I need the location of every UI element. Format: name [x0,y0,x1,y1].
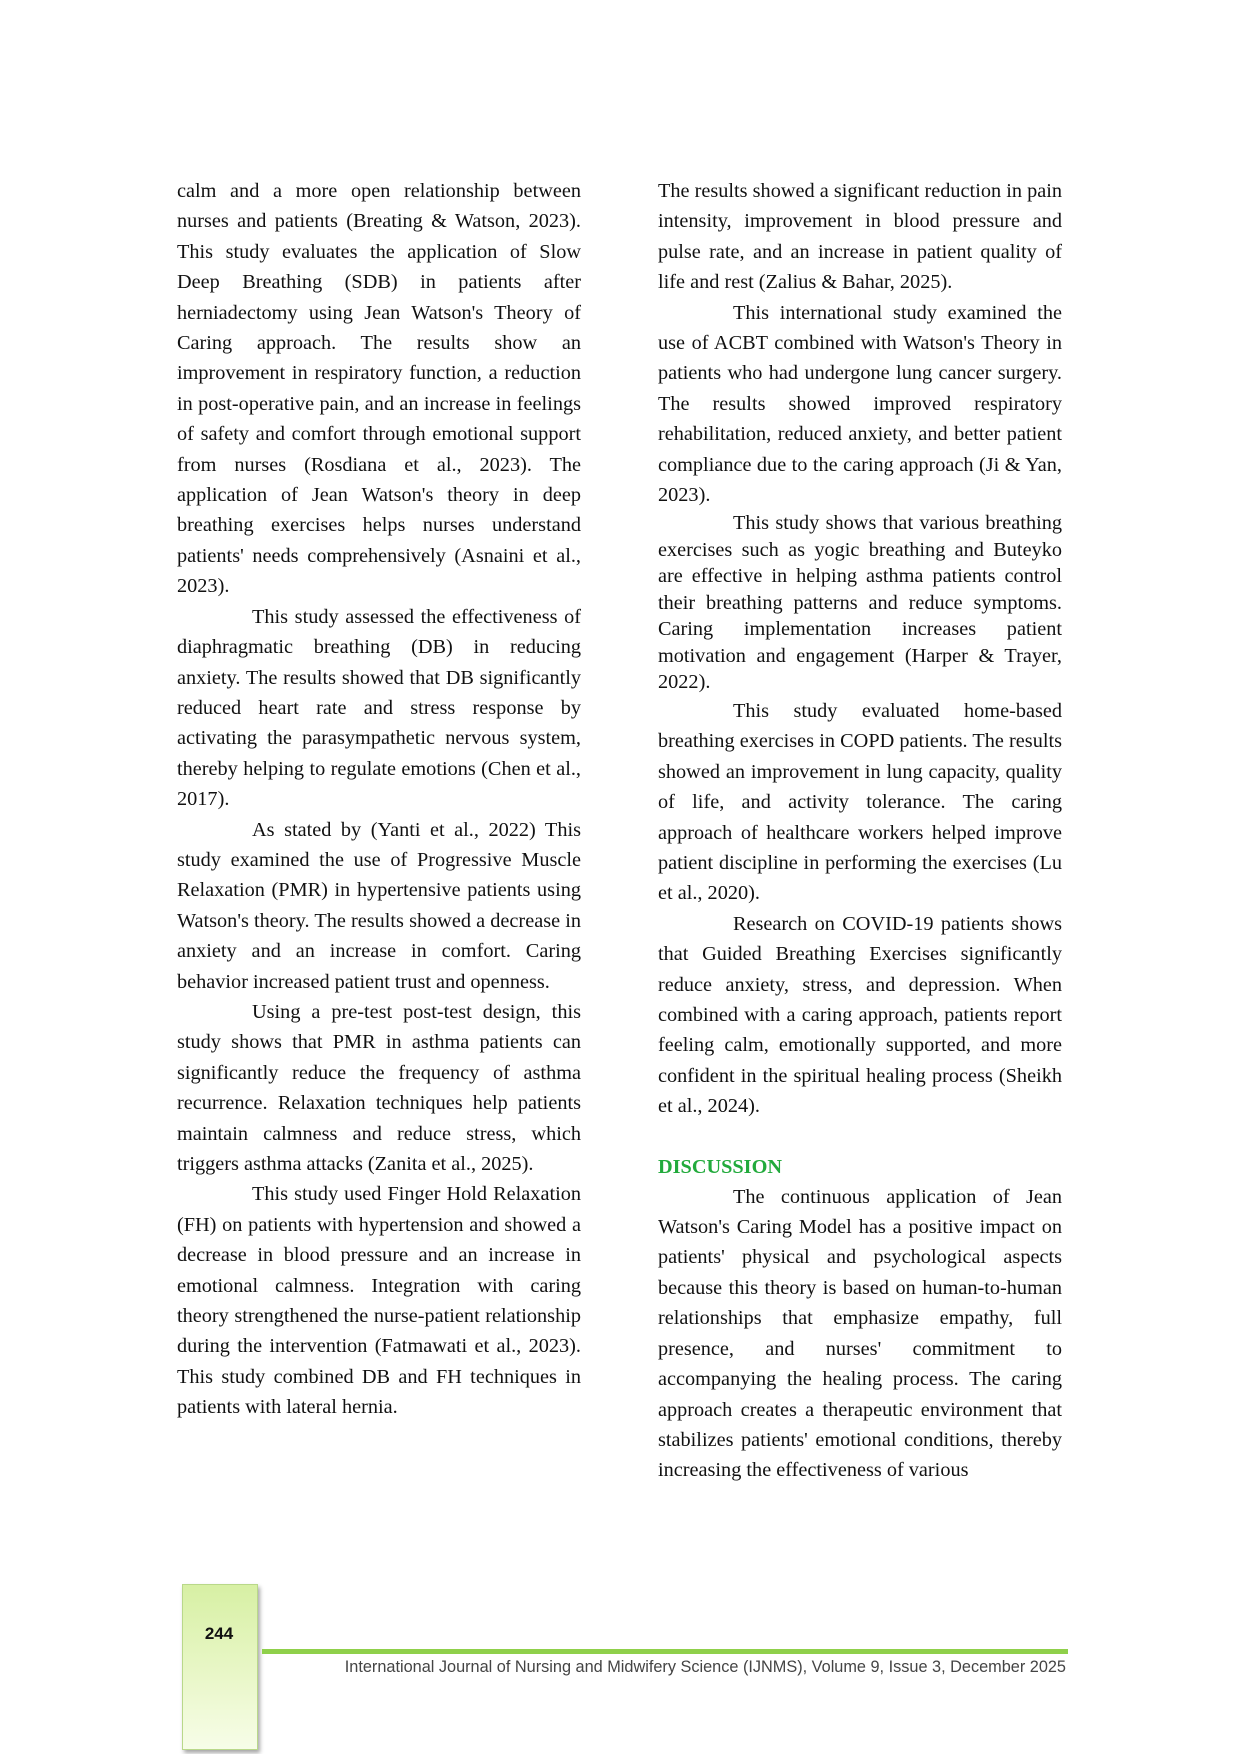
section-heading-discussion: DISCUSSION [658,1155,782,1178]
paragraph-right-4: This study evaluated home-based breathing exercises in COPD patients. The results showed an improvement in lung capacity, quality of life, and activity tolerance. The caring approach of healthcare workers helped improve patient discipline in performing the exercises (Lu et al., 2020). [658,699,1062,905]
paragraph-right-3: This study shows that various breathing exercises such as yogic breathing and Buteyko are effective in helping asthma patients control their breathing patterns and reduce symptoms. Caring implementation increases patient motivation and engagement (Harper & Trayer, 2022). [658,512,1062,694]
paragraph-right-2: This international study examined the use of ACBT combined with Watson's Theory in patients who had undergone lung cancer surgery. The results showed improved respiratory rehabilitation, reduced anxiety, and better patient compliance due to the caring approach (Ji & Yan, 2023). [658,301,1062,507]
paragraph-left-4: Using a pre-test post-test design, this study shows that PMR in asthma patients can significantly reduce the frequency of asthma recurrence. Relaxation techniques help patients maintain calmness and reduce stress, which triggers asthma attacks (Zanita et al., 2025). [177,1000,581,1175]
paragraph-discussion: The continuous application of Jean Watson's Caring Model has a positive impact on patients' physical and psychological aspects because this theory is based on human-to-human relationships that emphasize empathy, full presence, and nurses' commitment to accompanying the healing process. The caring approach creates a therapeutic environment that stabilizes patients' emotional conditions, thereby increasing the effectiveness of various [658,1185,1062,1482]
page-number: 244 [204,1624,234,1643]
right-column [658,176,1062,1486]
page-number-tab [182,1584,258,1750]
journal-footer: International Journal of Nursing and Midwifery Science (IJNMS), Volume 9, Issue 3, December 2025 [344,1658,1066,1676]
paragraph-left-2: This study assessed the effectiveness of diaphragmatic breathing (DB) in reducing anxiety. The results showed that DB significantly reduced heart rate and stress response by activating the parasympathetic nervous system, thereby helping to regulate emotions (Chen et al., 2017). [177,605,581,811]
footer-divider [262,1649,1068,1654]
left-column [177,176,581,1423]
paragraph-left-3: As stated by (Yanti et al., 2022) This study examined the use of Progressive Muscle Relaxation (PMR) in hypertensive patients using Watson's theory. The results showed a decrease in anxiety and an increase in comfort. Caring behavior increased patient trust and openness. [177,818,581,993]
paragraph-left-5: This study used Finger Hold Relaxation (FH) on patients with hypertension and showed a decrease in blood pressure and an increase in emotional calmness. Integration with caring theory strengthened the nurse-patient relationship during the intervention (Fatmawati et al., 2023). This study combined DB and FH techniques in patients with lateral hernia. [177,1183,581,1419]
paragraph-right-5: Research on COVID-19 patients shows that Guided Breathing Exercises significantly reduce anxiety, stress, and depression. When combined with a caring approach, patients report feeling calm, emotionally supported, and more confident in the spiritual healing process (Sheikh et al., 2024). [658,912,1062,1118]
paragraph-right-1: The results showed a significant reduction in pain intensity, improvement in blood pressure and pulse rate, and an increase in patient quality of life and rest (Zalius & Bahar, 2025). [658,180,1062,294]
paragraph-left-1: calm and a more open relationship between nurses and patients (Breating & Watson, 2023). This study evaluates the application of Slow Deep Breathing (SDB) in patients after herniadectomy using Jean Watson's Theory of Caring approach. The results show an improvement in respiratory function, a reduction in post-operative pain, and an increase in feelings of safety and comfort through emotional support from nurses (Rosdiana et al., 2023). The application of Jean Watson's theory in deep breathing exercises helps nurses understand patients' needs comprehensively (Asnaini et al., 2023). [177,180,581,598]
